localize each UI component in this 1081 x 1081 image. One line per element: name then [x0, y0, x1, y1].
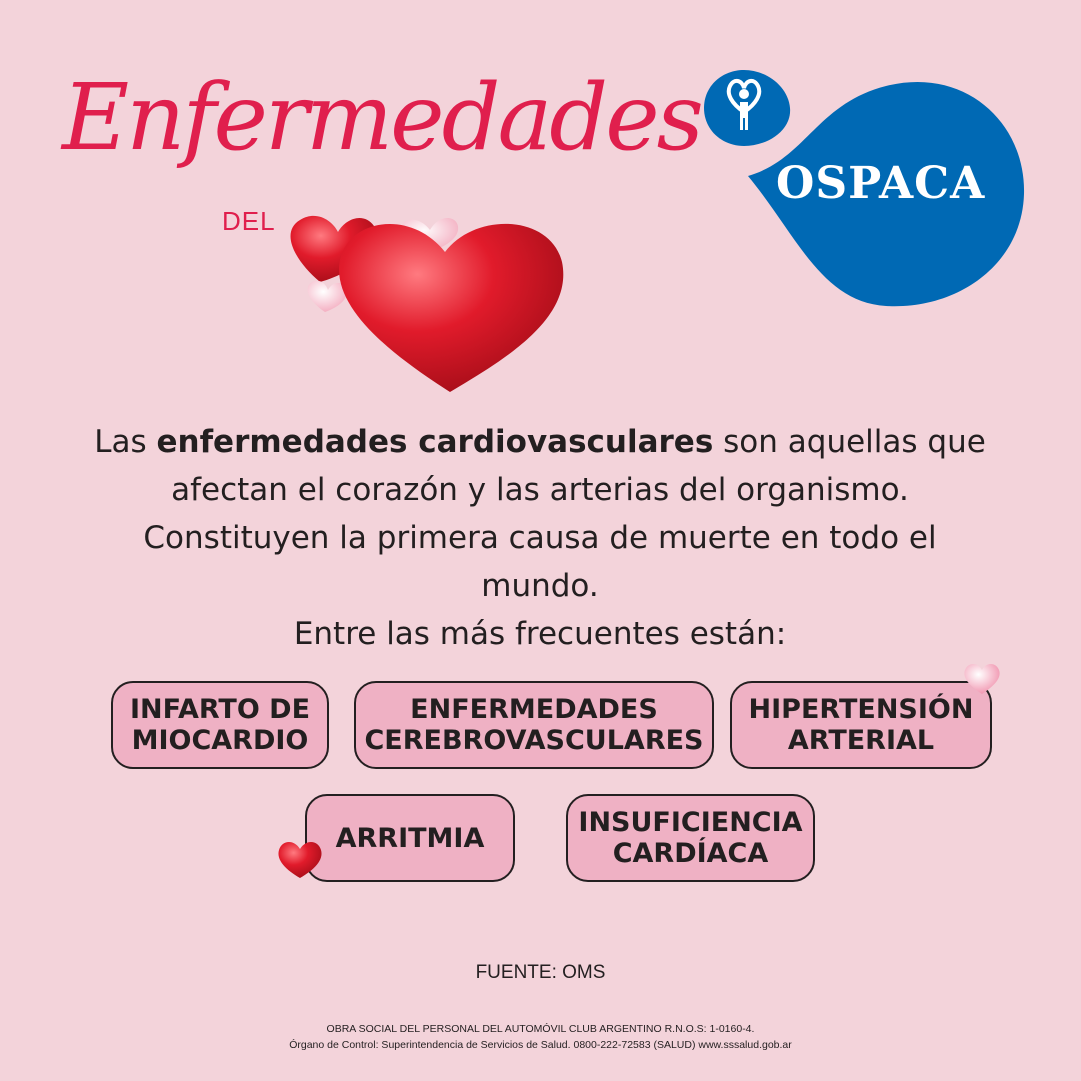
intro-text-bold: enfermedades cardiovasculares: [156, 424, 714, 460]
footer-line-2: Órgano de Control: Superintendencia de Servicios de Salud. 0800-222-72583 (SALUD) www.sssalud.gob.ar: [289, 1039, 792, 1051]
intro-text-pre: Las: [94, 424, 157, 460]
disease-pill-cerebrovasculares: [354, 681, 714, 769]
footer-legal: [0, 1021, 1081, 1053]
pink-heart-icon: [962, 660, 1002, 696]
tiny-pink-heart-icon: [308, 281, 347, 312]
red-heart-icon: [276, 838, 324, 880]
intro-paragraph: [90, 418, 990, 658]
intro-text-post: son aquellas que afectan el corazón y las arterias del organismo. Constituyen la primera causa de muerte en todo el mundo.: [143, 424, 986, 604]
big-red-heart-icon: [339, 224, 563, 392]
title-del: DEL: [222, 206, 276, 236]
source-text: FUENTE: OMS: [475, 962, 606, 983]
title-enfermedades: Enfermedades: [62, 64, 701, 171]
pill-line: ARRITMIA: [335, 822, 485, 854]
pill-line: ENFERMEDADES: [410, 694, 658, 725]
footer-line-1: OBRA SOCIAL DEL PERSONAL DEL AUTOMÓVIL CLUB ARGENTINO R.N.O.S: 1-0160-4.: [326, 1023, 755, 1035]
pill-line: ARTERIAL: [787, 725, 935, 756]
intro-lead: Entre las más frecuentes están:: [293, 616, 787, 652]
pill-line: INFARTO DE: [129, 694, 311, 725]
logo-text: OSPACA: [776, 158, 986, 209]
pill-line: CEREBROVASCULARES: [364, 725, 704, 756]
hearts-illustration: [280, 190, 580, 410]
pill-line: MIOCARDIO: [131, 725, 309, 756]
disease-pill-arritmia: [305, 794, 515, 882]
pill-line: CARDÍACA: [612, 838, 769, 869]
disease-pill-infarto: [111, 681, 329, 769]
disease-pill-hipertension: [730, 681, 992, 769]
pill-line: HIPERTENSIÓN: [748, 694, 974, 725]
disease-pill-insuficiencia: [566, 794, 815, 882]
pill-line: INSUFICIENCIA: [578, 807, 803, 838]
